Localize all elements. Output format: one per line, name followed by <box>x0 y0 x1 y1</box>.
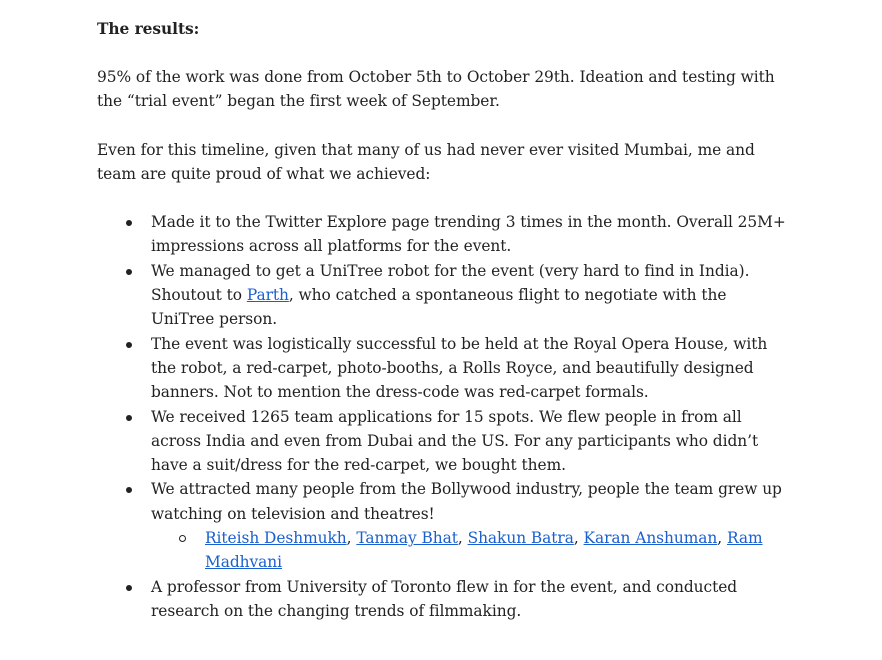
sub-list <box>151 526 787 575</box>
link-shakun-batra[interactable]: Shakun Batra <box>467 529 574 548</box>
link-karan-anshuman[interactable]: Karan Anshuman <box>583 529 718 548</box>
document-body <box>97 17 787 623</box>
list-item-text: , who catched a spontaneous flight to negotiate with the UniTree person. <box>151 286 727 329</box>
link-parth[interactable]: Parth <box>246 286 289 305</box>
results-list <box>97 210 787 623</box>
list-item-applications <box>97 405 787 478</box>
separator: , <box>717 529 727 548</box>
bullet-icon <box>126 585 132 591</box>
section-heading: The results: <box>97 20 200 38</box>
bullet-icon <box>126 269 132 275</box>
list-item-bollywood <box>97 477 787 574</box>
list-item-text: We received 1265 team applications for 15 spots. We flew people in from all across India and even from Dubai and the US. For any participants who didn’t have a suit/dress for the red-carpet, we bought them. <box>151 407 759 475</box>
link-ram-madhvani[interactable]: Ram Madhvani <box>205 529 763 572</box>
list-item-text: Made it to the Twitter Explore page trending 3 times in the month. Overall 25M+ impressions across all platforms for the event. <box>151 213 786 256</box>
list-item-twitter <box>97 210 787 259</box>
separator: , <box>346 529 357 548</box>
list-item-text: The event was logistically successful to be held at the Royal Opera House, with the robot, a red-carpet, photo-booths, a Rolls Royce, and beautifully designed banners. Not to mention the dress-code was red-carpet formals. <box>151 334 768 402</box>
separator: , <box>457 529 468 548</box>
list-item-venue <box>97 332 787 405</box>
hollow-bullet-icon <box>179 535 186 542</box>
bullet-icon <box>126 220 132 226</box>
link-riteish-deshmukh[interactable]: Riteish Deshmukh <box>205 529 347 548</box>
bullet-icon <box>126 415 132 421</box>
paragraph-timeline: 95% of the work was done from October 5th to October 29th. Ideation and testing with the “trial event” began the first week of September. <box>97 68 775 111</box>
sub-list-item-people <box>151 526 787 575</box>
list-item-text: We attracted many people from the Bollywood industry, people the team grew up watching on television and theatres! <box>151 480 782 523</box>
list-item-robot <box>97 259 787 332</box>
bullet-icon <box>126 342 132 348</box>
separator: , <box>573 529 584 548</box>
list-item-text: A professor from University of Toronto flew in for the event, and conducted research on the changing trends of filmmaking. <box>151 577 738 620</box>
paragraph-intro: Even for this timeline, given that many of us had never ever visited Mumbai, me and team are quite proud of what we achieved: <box>97 140 755 183</box>
link-tanmay-bhat[interactable]: Tanmay Bhat <box>356 529 458 548</box>
list-item-text: We managed to get a UniTree robot for the event (very hard to find in India). Shoutout to <box>151 261 750 305</box>
bullet-icon <box>126 487 132 493</box>
list-item-professor <box>97 575 787 624</box>
